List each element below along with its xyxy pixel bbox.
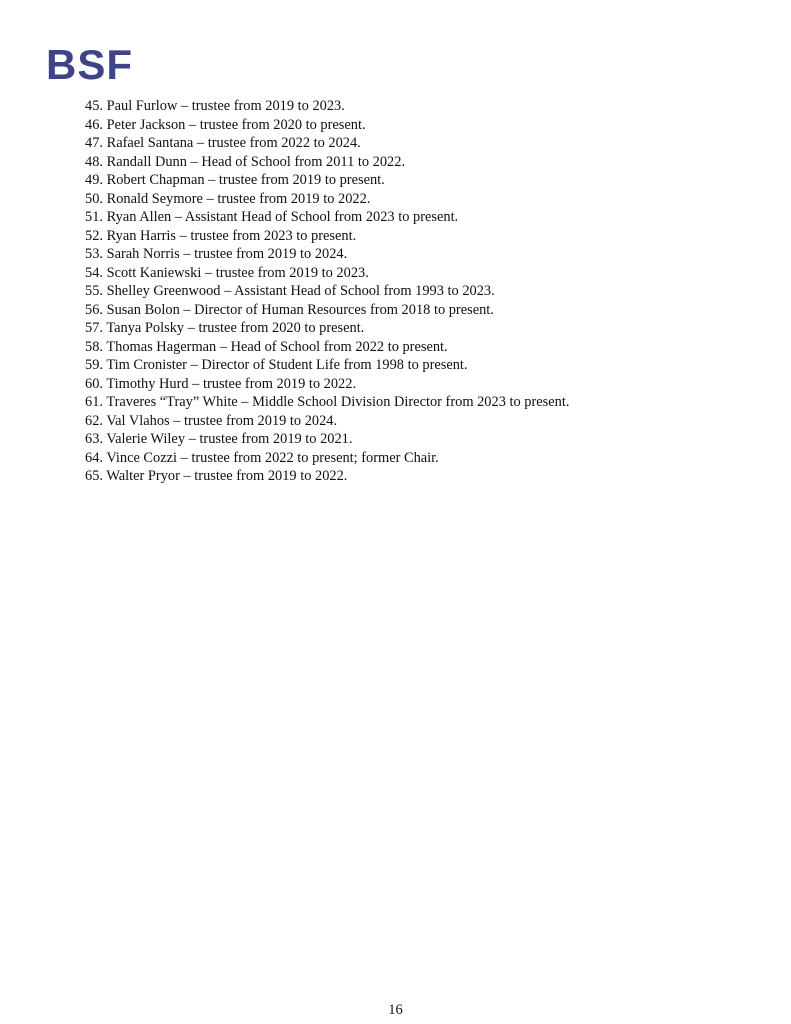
item-number: 47. [85,135,103,151]
item-text: Sarah Norris – trustee from 2019 to 2024. [106,246,348,262]
item-number: 54. [85,264,103,281]
item-text: Ronald Seymore – trustee from 2019 to 2022. [106,190,371,207]
list-item [85,467,569,486]
list-item [85,171,569,190]
item-text: Susan Bolon – Director of Human Resources from 2018 to present. [106,301,494,318]
list-item [85,245,569,264]
list-item [85,338,569,357]
item-text: Traveres “Tray” White – Middle School Division Director from 2023 to present. [106,394,570,410]
list-item [85,449,569,468]
bsf-logo: BSF [46,41,133,88]
page-number: 16 [388,1002,403,1018]
item-number: 51. [85,209,103,225]
list-item [85,319,569,338]
list-item [85,116,569,135]
item-number: 52. [85,227,103,244]
list-item [85,227,569,246]
item-text: Rafael Santana – trustee from 2022 to 2024. [106,135,361,151]
item-text: Paul Furlow – trustee from 2019 to 2023. [106,98,345,114]
list-item [85,97,569,116]
item-text: Timothy Hurd – trustee from 2019 to 2022. [106,375,357,392]
item-text: Ryan Allen – Assistant Head of School from 2023 to present. [106,209,459,225]
list-item [85,208,569,227]
item-number: 48. [85,153,103,170]
item-number: 63. [85,431,103,447]
item-text: Tanya Polsky – trustee from 2020 to present. [106,320,365,336]
item-number: 45. [85,98,103,114]
item-number: 49. [85,172,103,188]
item-text: Walter Pryor – trustee from 2019 to 2022. [106,468,348,484]
item-text: Scott Kaniewski – trustee from 2019 to 2023. [106,264,369,281]
item-number: 53. [85,246,103,262]
item-number: 62. [85,412,103,429]
list-item [85,190,569,209]
item-number: 64. [85,449,103,466]
list-item [85,264,569,283]
item-text: Thomas Hagerman – Head of School from 2022 to present. [106,338,448,355]
item-text: Val Vlahos – trustee from 2019 to 2024. [106,412,338,429]
item-text: Shelley Greenwood – Assistant Head of School from 1993 to 2023. [106,283,495,299]
item-number: 56. [85,301,103,318]
item-text: Vince Cozzi – trustee from 2022 to present; former Chair. [106,449,439,466]
list-item [85,134,569,153]
list-item [85,153,569,172]
list-item [85,375,569,394]
item-text: Peter Jackson – trustee from 2020 to present. [106,116,366,133]
item-number: 65. [85,468,103,484]
item-number: 60. [85,375,103,392]
item-number: 50. [85,190,103,207]
item-number: 55. [85,283,103,299]
list-item [85,282,569,301]
item-number: 59. [85,357,103,373]
item-number: 46. [85,116,103,133]
item-text: Randall Dunn – Head of School from 2011 to 2022. [106,153,406,170]
item-number: 61. [85,394,103,410]
list-item [85,301,569,320]
item-text: Robert Chapman – trustee from 2019 to present. [106,172,385,188]
list-item [85,430,569,449]
item-text: Ryan Harris – trustee from 2023 to present. [106,227,357,244]
item-text: Tim Cronister – Director of Student Life from 1998 to present. [106,357,468,373]
item-number: 58. [85,338,103,355]
item-number: 57. [85,320,103,336]
list-item [85,412,569,431]
people-list [85,97,569,486]
item-text: Valerie Wiley – trustee from 2019 to 2021. [106,431,353,447]
list-item [85,393,569,412]
list-item [85,356,569,375]
